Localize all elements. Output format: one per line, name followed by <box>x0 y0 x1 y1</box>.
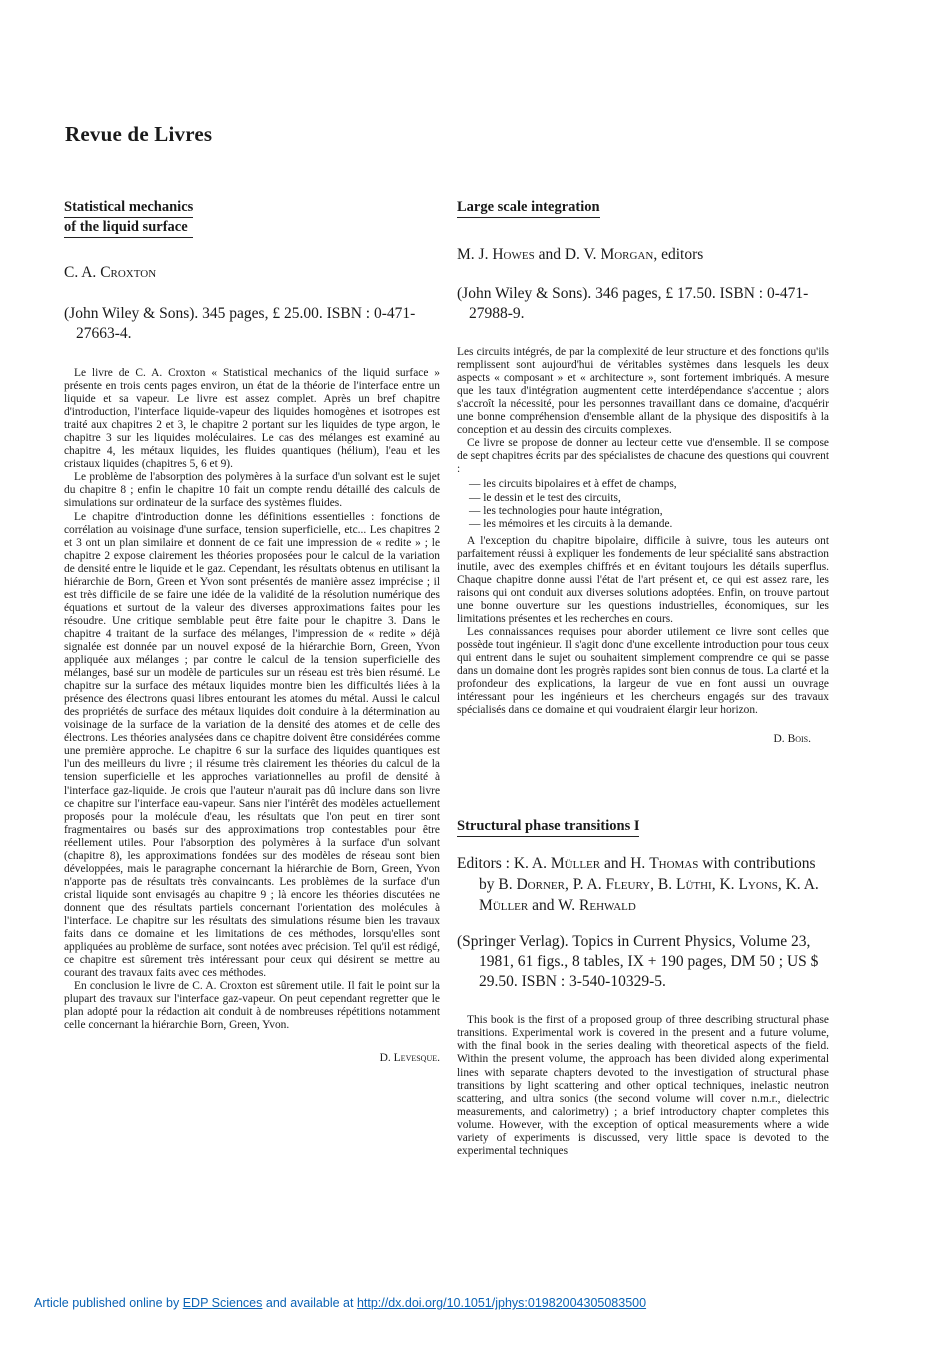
review-author: C. A. Croxton <box>64 264 157 281</box>
review-title <box>457 817 639 837</box>
paragraph: Le livre de C. A. Croxton « Statistical mechanics of the liquid surface » présente en trois cents pages environ, un état de la théorie de l'interface entre un liquide et sa vapeur. Le livre est assez complet. Après un bref chapitre d'introduction, l'interface liquide-vapeur des liquides homogènes et isotropes est traité aux chapitres 2 et 3, le chapitre 2 portant sur les liquides de type argon, le chapitre 3 sur les liquides moléculaires. Le cas des mélanges est examiné au chapitre 4, les métaux liquides, les fluides quantiques (hélium), l'eau et les cristaux liquides (chapitres 5, 6 et 9). <box>64 367 440 471</box>
reviewer-signature: D. Bois. <box>773 733 811 746</box>
publication-info: (John Wiley & Sons). 345 pages, £ 25.00. ISBN : 0-471-27663-4. <box>64 305 416 342</box>
list-item: — les circuits bipolaires et à effet de champs, <box>469 478 677 491</box>
review-authors: M. J. Howes and D. V. Morgan, editors <box>457 246 704 263</box>
paragraph: A l'exception du chapitre bipolaire, difficile à suivre, tous les auteurs ont parfaitement réussi à expliquer les fondements de leur spécialité sans abstraction inutile, avec des exemples chiffrés et en évitant toujours les détails superflus. Chaque chapitre donne aussi l'état de l'art présent et, ce qui est assez rare, les raisons qui ont conduit aux diverses solutions adoptées. Enfin, on trouve partout une bonne ouverture sur les questions industrielles, économiques, sur les limitations présentes et les recherches en cours. <box>457 534 829 625</box>
review-title-line1: Large scale integration <box>457 199 600 215</box>
review-body <box>457 346 829 717</box>
publication-info: (Springer Verlag). Topics in Current Physics, Volume 23, 1981, 61 figs., 8 tables, IX + 190 pages, DM 50 ; US $ 29.50. ISBN : 3-540-10329-5. <box>457 933 819 991</box>
list-item: — les technologies pour haute intégration, <box>469 504 663 517</box>
paragraph: This book is the first of a proposed group of three describing structural phase transitions. Experimental work is covered in the present and a future volume, with the final book in the series dealing with theoretical aspects of the field. Within the present volume, the approach has been divided along experimental lines with separate chapters devoted to the investigation of structural phase transitions by light scattering and other optical techniques, inelastic neutron scattering, and ultra sonics (the second volume will cover n.m.r., dielectric measurements, and calorimetry) ; a brief introductory chapter completes this volume. However, with the exception of optical measurements where a wide variety of experiments is discussed, very little space is devoted to the experimental techniques <box>457 1014 829 1157</box>
list-item: — le dessin et le test des circuits, <box>469 491 621 504</box>
page-heading: Revue de Livres <box>65 122 213 146</box>
review-title <box>64 198 193 238</box>
paragraph: Les circuits intégrés, de par la complexité de leur structure et des fonctions qu'ils remplissent sont aujourd'hui de véritables systèmes dans lesquels les deux aspects « composant » et « architecture », sont fortement imbriqués. A mesure que les taux d'intégration augmentent cette interdépendance s'accentue ; alors s'accroît la nécessité, pour les personnes travaillant dans ce domaine, d'acquérir une bonne compréhension d'ensemble allant de la physique des dispositifs à la conception et au dessin des circuits complexes. <box>457 346 829 437</box>
footer-citation: Article published online by EDP Sciences and available at http://dx.doi.org/10.1051/jphys:01982004305083500 <box>34 1296 647 1310</box>
paragraph: Les connaissances requises pour aborder utilement ce livre sont celles que possède tout ingénieur. Il s'agit donc d'une excellente introduction pour tous ceux qui entrent dans le sujet ou souhaitent simplement comprendre ce qui se passe dans un domaine dont les progrès rapides sont bien connus de tous. La clarté et la profondeur des explications, la largeur de vue en font aussi un ouvrage intéressant pour les ingénieurs et les chercheurs engagés sur des travaux spécialisés dans ce domaine et qui voudraient élargir leur horizon. <box>457 625 829 717</box>
review-title-line1: Statistical mechanics <box>64 199 194 215</box>
paragraph: Le chapitre d'introduction donne les définitions essentielles : fonctions de corrélation au voisinage d'une surface, tension superficielle, etc... Les chapitres 2 et 3 ont un plan similaire et donnent de ce fait une impression de « redite » ; le chapitre 2 expose clairement les théories proposées pour le calcul de la variation de densité entre le liquide et le gaz. Cependant, les résultats obtenus en utilisant la hiérarchie de Born, Green et Yvon sont présentés de manière assez imprécise ; il est très difficile de se faire une idée de la validité de la résolution numérique des équations et surtout de la valeur des diverses approximations faites pour les résoudre. Une critique semblable peut être faite pour le chapitre 3. Dans le chapitre 4 traitant de la surface des mélanges, l'impression de « redite » déjà signalée est donnée par un nouvel exposé de la hiérarchie Born, Green, Yvon appliquée aux mélanges ; par contre le calcul de la tension superficielle des mélanges, basé sur un modèle de particules sur un réseau est très bien résumé. Le chapitre sur la surface des métaux liquides montre bien les difficultés liées à la présence des électrons quasi libres entourant les atomes du métal. Aussi le calcul des propriétés de surface des métaux liquides doit conduire à la détermination au voisinage de la surface de la variation de la densité des atomes et de celle des électrons. Les théories analysées dans ce chapitre doivent être considérées comme une première approche. Le chapitre 6 sur la surface des liquides quantiques est l'un des meilleurs du livre ; il résume très clairement les théories du calcul de la tension superficielle et les approches variationnelles au profil de densité à l'interface gaz-liquide. Je crois que l'auteur n'aurait pas dû inclure dans son livre ce chapitre sur l'interface eau-vapeur. Sans nier l'intérêt des modèles actuellement proposés pour la molécule d'eau, les résultats que l'on peut en tirer sont fragmentaires ou basés sur des approximations trop contestables pour être réellement utiles. Pour l'absorption des polymères à la surface d'un solvant (chapitre 8), les approximations fondées sur des modèles de réseau sont bien développées, mais le paragraphe concernant la hiérarchie de Born, Green, Yvon n'apporte pas de résultats très convaincants. Les problèmes de la surface d'un cristal liquide sont envisagés au chapitre 9 ; là encore les théories discutées ne donnent que des résultats partiels concernant l'orientation des molécules à l'interface. Le chapitre sur les résultats des simulations résume bien les travaux faits dans ce domaine et les limitations de ces méthodes, lorsqu'elles sont appliquées au problème de surface, sont notées avec précision. Tel qu'il est rédigé, ce chapitre est sûrement très intéressant pour ceux qui désirent se mettre au courant des travaux faits avec ces méthodes. <box>64 510 440 980</box>
review-editors: Editors : K. A. Müller and H. Thomas with contributions by B. Dorner, P. A. Fleury, B. Lüthi, K. Lyons, K. A. Müller and W. Rehwald <box>457 855 819 915</box>
paragraph: En conclusion le livre de C. A. Croxton est sûrement utile. Il fait le point sur la plupart des travaux sur l'interface gaz-vapeur. On peut cependant regretter que le plan adopté pour la rédaction ait conduit à de nombreuses répétitions notamment celle concernant la hiérarchie Born, Green, Yvon. <box>64 980 440 1032</box>
paragraph: Le problème de l'absorption des polymères à la surface d'un solvant est le sujet du chapitre 8 ; enfin le chapitre 10 fait un compte rendu détaillé des calculs de simulations sur ordinateur de la surface des systèmes fluides. <box>64 471 440 510</box>
review-body <box>64 367 440 1032</box>
paragraph: Ce livre se propose de donner au lecteur cette vue d'ensemble. Il se compose de sept chapitres écrits par des spécialistes de chacune des questions qui couvrent : <box>457 437 829 476</box>
review-title-line2: of the liquid surface <box>64 217 193 237</box>
topic-list <box>457 478 829 530</box>
review-structural-phase-transitions <box>457 817 829 1158</box>
reviewer-signature: D. Levesque. <box>379 1052 440 1065</box>
publication-info: (John Wiley & Sons). 346 pages, £ 17.50. ISBN : 0-471-27988-9. <box>457 285 809 322</box>
review-body <box>457 1014 829 1158</box>
list-item: — les mémoires et les circuits à la demande. <box>469 517 673 530</box>
review-title <box>457 198 600 218</box>
doi-link[interactable]: http://dx.doi.org/10.1051/jphys:01982004305083500 <box>356 1296 647 1310</box>
review-large-scale-integration <box>457 198 829 1158</box>
publisher-link[interactable]: EDP Sciences <box>182 1296 263 1310</box>
review-title-line1: Structural phase transitions I <box>457 818 640 835</box>
review-statistical-mechanics <box>64 198 440 1064</box>
